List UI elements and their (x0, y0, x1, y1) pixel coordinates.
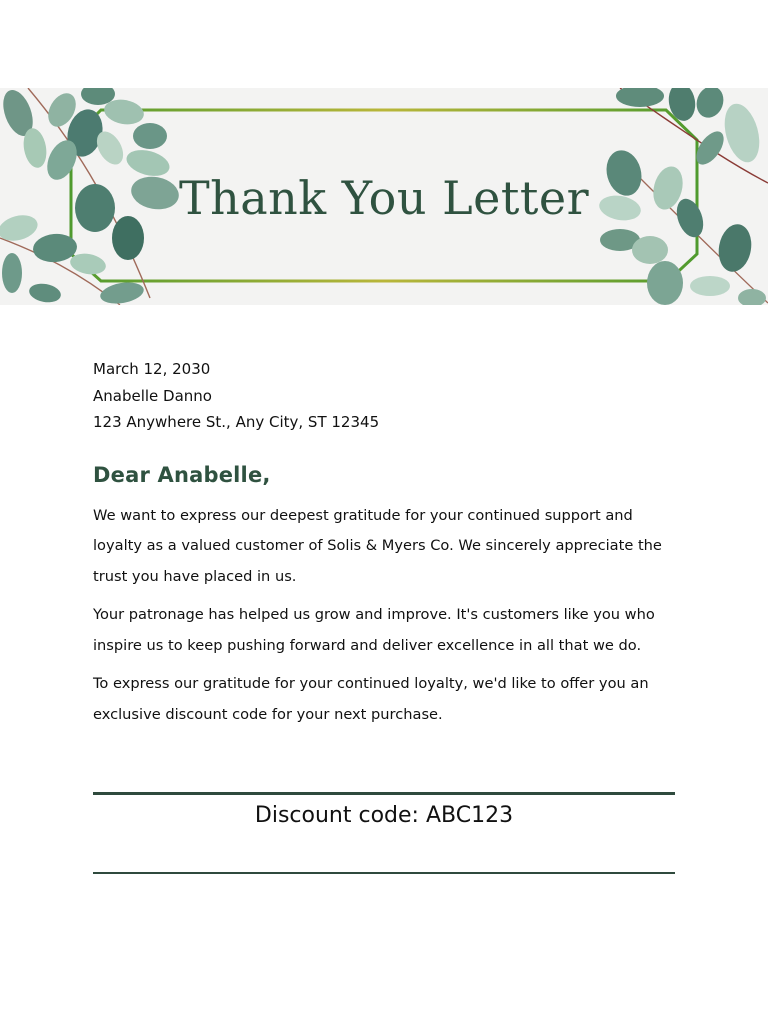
greeting: Dear Anabelle, (93, 462, 271, 487)
header-banner (0, 88, 768, 305)
recipient-name: Anabelle Danno (93, 386, 212, 405)
letter-body (93, 356, 678, 738)
recipient-address: 123 Anywhere St., Any City, ST 12345 (93, 413, 380, 431)
page-title: Thank You Letter (178, 170, 590, 225)
paragraph-3: To express our gratitude for your continued loyalty, we'd like to offer you an exclusive discount code for your next purchase. (93, 675, 649, 723)
discount-box (93, 792, 675, 874)
paragraph-2: Your patronage has helped us grow and improve. It's customers like you who inspire us to keep pushing forward and deliver excellence in all that we do. (93, 606, 655, 654)
paragraph-1: We want to express our deepest gratitude for your continued support and loyalty as a valued customer of Solis & Myers Co. We sincerely appreciate the trust you have placed in us. (93, 506, 662, 585)
discount-code: Discount code: ABC123 (254, 803, 514, 828)
letter-date: March 12, 2030 (93, 360, 211, 378)
